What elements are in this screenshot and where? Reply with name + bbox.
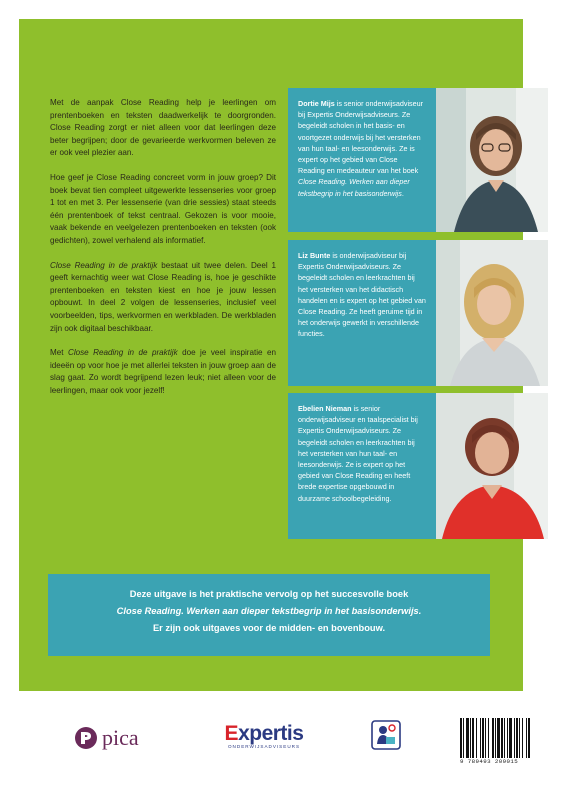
barcode-bar	[485, 718, 486, 758]
author-bio-text: is senior onderwijsadviseur en taalspecialist bij Expertis Onderwijsadviseurs. Ze begeleidt scholen en leerkrachten bij het versterken van hun taal- en leesonderwijs. Ze is expert op het gebied van Close Reading en heeft brede expertise opgebouwd in duurzame schoolbegeleiding.	[298, 404, 418, 503]
barcode-bar	[495, 718, 496, 758]
barcode-bar	[470, 718, 471, 758]
intro-paragraph-2: Hoe geef je Close Reading concreet vorm in jouw groep? Dit boek bevat tien compleet uitgewerkte lessenseries voor groep 1 tot en met 3. Per lessenserie (van drie sessies) staat steeds één prentenboek of tekst centraal. Gekozen is voor mooie, vaak bekende en veelgelezen prentenboeken en teksten (ook gedichten), zowel verhalend als informatief.	[50, 172, 276, 245]
author-card-liz-bunte	[288, 240, 548, 386]
banner-line-1: Deze uitgave is het praktische vervolg op het succesvolle boek	[129, 589, 409, 599]
barcode-bar	[492, 718, 494, 758]
author-photo	[436, 240, 548, 386]
barcode-bar	[509, 718, 512, 758]
barcode-bar	[472, 718, 474, 758]
barcode-bar	[497, 718, 500, 758]
barcode-bar	[460, 718, 462, 758]
intro-paragraph-4	[50, 347, 276, 397]
expertis-initial: E	[224, 722, 239, 745]
intro-paragraph-4-start: Met	[50, 348, 68, 358]
barcode-bar	[516, 718, 518, 758]
author-name: Ebelien Nieman	[298, 404, 352, 413]
barcode-bar	[488, 718, 489, 758]
intro-paragraph-1: Met de aanpak Close Reading help je leerlingen om prentenboeken en teksten daadwerkelijk te doorgronden. Close Reading zorgt er niet alleen voor dat leerlingen deze beter begrijpen; door de gevarieerde werkvormen beleven ze er ook veel plezier aan.	[50, 98, 276, 158]
author-photo	[436, 88, 548, 232]
book-title: Close Reading in de praktijk	[50, 260, 158, 270]
expertis-rest: xpertis	[238, 722, 304, 745]
author-photo	[436, 393, 548, 539]
barcode-bar	[504, 718, 505, 758]
expertis-logo	[218, 722, 310, 749]
barcode-bar	[476, 718, 477, 758]
barcode-bar	[519, 718, 520, 758]
author-card-ebelien-nieman	[288, 393, 548, 539]
pica-wordmark: pica	[102, 725, 139, 750]
intro-paragraph-3-text: bestaat uit twee delen. Deel 1 geeft kernachtig weer wat Close Reading is, hoe je geschikte prentenboeken en teksten kiest en hoe je jouw lessen opbouwt. In deel 2 volgen de lessenseries, inclusief veel voorbeelden, tips, werkvormen en werkbladen. De werkbladen zijn ook digitaal beschikbaar.	[50, 260, 276, 333]
barcode-bar	[482, 718, 484, 758]
expertis-subtitle: ONDERWIJSADVISEURS	[227, 744, 301, 749]
sequel-banner	[48, 574, 490, 656]
barcode-bar	[463, 718, 464, 758]
footer-logos	[0, 700, 565, 800]
person-reading-icon	[371, 720, 401, 750]
author-bio	[298, 403, 426, 504]
expertis-wordmark	[218, 722, 310, 746]
author-name: Liz Bunte	[298, 251, 331, 260]
author-book-title: Close Reading. Werken aan dieper tekstbegrip in het basisonderwijs	[298, 177, 410, 198]
intro-paragraph-3	[50, 260, 276, 336]
barcode-bar	[528, 718, 530, 758]
isbn-number: 9 789493 209015	[460, 758, 519, 765]
book-title: Close Reading in de praktijk	[67, 348, 178, 358]
barcode-bar	[501, 718, 503, 758]
author-bio	[298, 98, 426, 199]
isbn-barcode	[460, 718, 542, 758]
banner-line-2: Close Reading. Werken aan dieper tekstbegrip in het basisonderwijs.	[116, 606, 422, 616]
banner-line-3: Er zijn ook uitgaves voor de midden- en bovenbouw.	[152, 623, 386, 633]
barcode-bar	[507, 718, 508, 758]
author-name: Dortie Mijs	[298, 99, 335, 108]
barcode-bar	[466, 718, 469, 758]
author-bio-text: is senior onderwijsadviseur bij Expertis Onderwijsadviseurs. Ze begeleidt scholen in het basis- en voortgezet onderwijs bij het versterken van hun taal- en leesonderwijs. Ze is expert op het gebied van Close Reading en medeauteur van het boek	[298, 99, 424, 176]
author-bio	[298, 250, 426, 340]
author-bio-end: .	[401, 188, 404, 198]
barcode-bar	[514, 718, 515, 758]
barcode-bar	[526, 718, 527, 758]
barcode-bar	[480, 718, 481, 758]
author-bio-text: is onderwijsadviseur bij Expertis Onderwijsadviseurs. Ze begeleidt scholen en leerkrachten bij het versterken van het didactisch handelen en is expert op het gebied van Close Reading. Ze heeft geruime tijd in het onderwijs gewerkt in verschillende functies.	[298, 251, 426, 339]
pica-logo	[74, 724, 139, 752]
intro-paragraph-4-text: doe je veel inspiratie en ideeën op voor hoe je met allerlei teksten in jouw groep aan de slag gaat. Zo wordt begrijpend lezen leuk; niet alleen voor de leerlingen, maar ook voor jezelf!	[50, 348, 276, 395]
barcode-bar	[522, 718, 523, 758]
pica-logo-mark	[74, 726, 98, 750]
intro-text-column	[50, 97, 276, 409]
author-card-dortie-mijs	[288, 88, 548, 232]
